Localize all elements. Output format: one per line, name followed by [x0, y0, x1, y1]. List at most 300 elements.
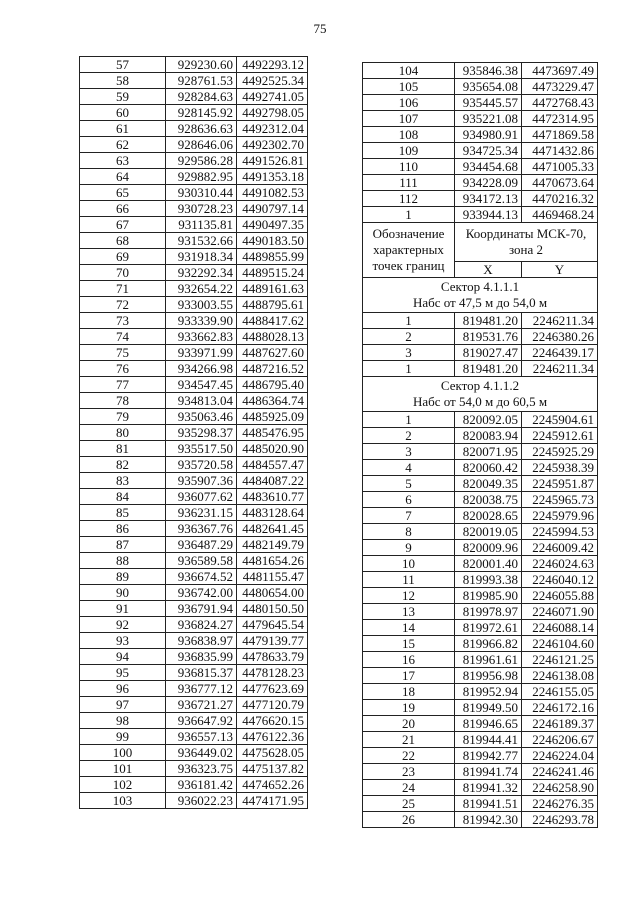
coord-y: 2246088.14	[522, 620, 598, 636]
coord-y: 4490497.35	[237, 217, 308, 233]
point-number: 19	[363, 700, 455, 716]
coord-y: 2246206.67	[522, 732, 598, 748]
coord-y: 4483610.77	[237, 489, 308, 505]
table-row	[363, 476, 598, 492]
table-row	[363, 508, 598, 524]
point-number: 111	[363, 175, 455, 191]
point-number: 11	[363, 572, 455, 588]
point-label-header: Обозначение характерных точек границ	[363, 223, 455, 278]
coord-x: 936674.52	[166, 569, 237, 585]
coord-x: 819985.90	[455, 588, 522, 604]
coord-y: 4489855.99	[237, 249, 308, 265]
point-number: 1	[363, 361, 455, 377]
table-row	[80, 233, 308, 249]
coord-x: 928761.53	[166, 73, 237, 89]
coord-x: 820019.05	[455, 524, 522, 540]
coord-x: 819966.82	[455, 636, 522, 652]
table-row	[363, 412, 598, 428]
coord-x: 934547.45	[166, 377, 237, 393]
table-row	[80, 633, 308, 649]
coord-x: 820049.35	[455, 476, 522, 492]
sector1-height: Набс от 47,5 м до 54,0 м	[412, 295, 548, 310]
coord-x: 820001.40	[455, 556, 522, 572]
table-row	[80, 153, 308, 169]
coord-y: 4471869.58	[522, 127, 598, 143]
table-row	[363, 143, 598, 159]
table-row	[80, 89, 308, 105]
coord-x: 933944.13	[455, 207, 522, 223]
table-row	[80, 329, 308, 345]
coord-x: 934813.04	[166, 393, 237, 409]
table-row	[80, 313, 308, 329]
coord-x: 935517.50	[166, 441, 237, 457]
coord-x: 928646.06	[166, 137, 237, 153]
coord-x: 929230.60	[166, 57, 237, 73]
point-number: 22	[363, 748, 455, 764]
coord-y: 4479645.54	[237, 617, 308, 633]
coord-x: 819993.38	[455, 572, 522, 588]
table-row	[363, 79, 598, 95]
coord-x: 929882.95	[166, 169, 237, 185]
point-number: 109	[363, 143, 455, 159]
point-number: 103	[80, 793, 166, 809]
table-row	[363, 684, 598, 700]
y-header: Y	[522, 262, 598, 278]
coord-x: 936022.23	[166, 793, 237, 809]
coord-y: 4491353.18	[237, 169, 308, 185]
table-row	[80, 729, 308, 745]
table-row	[80, 505, 308, 521]
point-number: 2	[363, 329, 455, 345]
point-number: 86	[80, 521, 166, 537]
table-row	[80, 681, 308, 697]
sector2-name: Сектор 4.1.1.2	[440, 378, 520, 393]
table-row	[80, 553, 308, 569]
coord-y: 4492302.70	[237, 137, 308, 153]
table-row	[363, 604, 598, 620]
coord-x: 936721.27	[166, 697, 237, 713]
coord-x: 935221.08	[455, 111, 522, 127]
table-row	[363, 63, 598, 79]
coord-y: 4471005.33	[522, 159, 598, 175]
table-row	[363, 175, 598, 191]
coord-x: 820071.95	[455, 444, 522, 460]
point-number: 23	[363, 764, 455, 780]
coord-y: 2246024.63	[522, 556, 598, 572]
table-row	[80, 105, 308, 121]
table-row	[80, 121, 308, 137]
point-number: 76	[80, 361, 166, 377]
table-row	[80, 361, 308, 377]
point-number: 8	[363, 524, 455, 540]
point-number: 100	[80, 745, 166, 761]
coord-x: 934454.68	[455, 159, 522, 175]
table-row	[80, 649, 308, 665]
table-row	[80, 665, 308, 681]
table-row	[363, 524, 598, 540]
point-number: 83	[80, 473, 166, 489]
coord-x: 936824.27	[166, 617, 237, 633]
point-number: 112	[363, 191, 455, 207]
table-row	[363, 620, 598, 636]
coord-y: 4487216.52	[237, 361, 308, 377]
coord-x: 935654.08	[455, 79, 522, 95]
table-row	[80, 713, 308, 729]
table-row	[363, 812, 598, 828]
point-number: 82	[80, 457, 166, 473]
table-row	[80, 281, 308, 297]
point-number: 17	[363, 668, 455, 684]
coord-y: 4490797.14	[237, 201, 308, 217]
coord-x: 819481.20	[455, 313, 522, 329]
point-number: 60	[80, 105, 166, 121]
point-number: 89	[80, 569, 166, 585]
table-row	[80, 601, 308, 617]
point-number: 61	[80, 121, 166, 137]
point-number: 16	[363, 652, 455, 668]
point-number: 65	[80, 185, 166, 201]
coord-y: 2246439.17	[522, 345, 598, 361]
point-number: 90	[80, 585, 166, 601]
coord-y: 4481155.47	[237, 569, 308, 585]
point-number: 78	[80, 393, 166, 409]
point-number: 94	[80, 649, 166, 665]
point-number: 85	[80, 505, 166, 521]
point-number: 25	[363, 796, 455, 812]
coord-y: 4473697.49	[522, 63, 598, 79]
coord-y: 4485020.90	[237, 441, 308, 457]
table-row	[363, 95, 598, 111]
point-number: 70	[80, 265, 166, 281]
table-row	[80, 537, 308, 553]
point-number: 98	[80, 713, 166, 729]
coord-y: 2246172.16	[522, 700, 598, 716]
coord-y: 2246055.88	[522, 588, 598, 604]
point-number: 96	[80, 681, 166, 697]
point-number: 75	[80, 345, 166, 361]
coord-x: 928145.92	[166, 105, 237, 121]
coord-y: 2245979.96	[522, 508, 598, 524]
coord-y: 4488028.13	[237, 329, 308, 345]
coord-x: 936323.75	[166, 761, 237, 777]
coord-y: 2246009.42	[522, 540, 598, 556]
coord-y: 2246258.90	[522, 780, 598, 796]
coord-x: 934172.13	[455, 191, 522, 207]
coord-y: 4484087.22	[237, 473, 308, 489]
point-number: 95	[80, 665, 166, 681]
point-number: 2	[363, 428, 455, 444]
coord-y: 4486795.40	[237, 377, 308, 393]
coord-y: 4489161.63	[237, 281, 308, 297]
table-row	[363, 572, 598, 588]
table-row	[80, 393, 308, 409]
table-row	[363, 159, 598, 175]
table-row	[363, 796, 598, 812]
table-row	[363, 191, 598, 207]
coord-x: 936647.92	[166, 713, 237, 729]
point-number: 97	[80, 697, 166, 713]
point-number: 87	[80, 537, 166, 553]
coord-x: 934980.91	[455, 127, 522, 143]
coord-y: 4477623.69	[237, 681, 308, 697]
coord-x: 819952.94	[455, 684, 522, 700]
table-row	[363, 732, 598, 748]
table-row	[363, 540, 598, 556]
coord-x: 819949.50	[455, 700, 522, 716]
coord-y: 2245951.87	[522, 476, 598, 492]
point-number: 24	[363, 780, 455, 796]
coord-x: 936838.97	[166, 633, 237, 649]
coord-x: 936367.76	[166, 521, 237, 537]
table-row	[363, 127, 598, 143]
coord-y: 2246211.34	[522, 313, 598, 329]
table-row	[363, 716, 598, 732]
coord-y: 2246224.04	[522, 748, 598, 764]
coord-y: 2246104.60	[522, 636, 598, 652]
point-number: 4	[363, 460, 455, 476]
coord-x: 933971.99	[166, 345, 237, 361]
coord-x: 820028.65	[455, 508, 522, 524]
coord-x: 819481.20	[455, 361, 522, 377]
coord-x: 935846.38	[455, 63, 522, 79]
coord-y: 4492293.12	[237, 57, 308, 73]
point-number: 67	[80, 217, 166, 233]
coord-x: 932292.34	[166, 265, 237, 281]
coord-x: 928636.63	[166, 121, 237, 137]
table-row	[80, 585, 308, 601]
point-number: 62	[80, 137, 166, 153]
table-row	[363, 329, 598, 345]
table-row	[80, 345, 308, 361]
coord-y: 4472768.43	[522, 95, 598, 111]
point-number: 1	[363, 207, 455, 223]
coord-y: 4470216.32	[522, 191, 598, 207]
coord-y: 2246293.78	[522, 812, 598, 828]
table-row	[363, 444, 598, 460]
coord-y: 2245912.61	[522, 428, 598, 444]
coord-y: 4490183.50	[237, 233, 308, 249]
coord-y: 4492798.05	[237, 105, 308, 121]
coord-y: 4471432.86	[522, 143, 598, 159]
point-number: 68	[80, 233, 166, 249]
coord-y: 2246211.34	[522, 361, 598, 377]
table-row	[80, 73, 308, 89]
coord-x: 936449.02	[166, 745, 237, 761]
table-row	[363, 428, 598, 444]
coord-x: 936487.29	[166, 537, 237, 553]
coord-y: 4477120.79	[237, 697, 308, 713]
table-row	[80, 777, 308, 793]
coord-x: 931532.66	[166, 233, 237, 249]
coord-y: 4469468.24	[522, 207, 598, 223]
table-row	[80, 521, 308, 537]
coord-x: 820038.75	[455, 492, 522, 508]
coord-y: 4476620.15	[237, 713, 308, 729]
point-number: 18	[363, 684, 455, 700]
table-row	[80, 57, 308, 73]
coord-y: 2246121.25	[522, 652, 598, 668]
coordinates-header: Координаты МСК-70, зона 2	[455, 223, 598, 262]
coord-y: 2246241.46	[522, 764, 598, 780]
point-number: 58	[80, 73, 166, 89]
sector1-title	[363, 278, 598, 313]
table-row	[363, 764, 598, 780]
right-coordinates-table	[362, 62, 598, 828]
coord-x: 936589.58	[166, 553, 237, 569]
point-number: 72	[80, 297, 166, 313]
point-number: 102	[80, 777, 166, 793]
coord-x: 936557.13	[166, 729, 237, 745]
table-row	[363, 652, 598, 668]
point-number: 1	[363, 313, 455, 329]
point-number: 107	[363, 111, 455, 127]
table-row	[80, 249, 308, 265]
point-number: 91	[80, 601, 166, 617]
coord-y: 2246380.26	[522, 329, 598, 345]
coord-y: 4475137.82	[237, 761, 308, 777]
coord-y: 4485476.95	[237, 425, 308, 441]
coord-x: 819961.61	[455, 652, 522, 668]
coord-y: 4491526.81	[237, 153, 308, 169]
point-number: 105	[363, 79, 455, 95]
point-number: 88	[80, 553, 166, 569]
table-row	[80, 137, 308, 153]
coord-x: 936742.00	[166, 585, 237, 601]
table-row	[80, 489, 308, 505]
coord-y: 4478128.23	[237, 665, 308, 681]
coord-y: 4473229.47	[522, 79, 598, 95]
coord-x: 936777.12	[166, 681, 237, 697]
table-row	[363, 636, 598, 652]
point-number: 79	[80, 409, 166, 425]
coord-y: 4472314.95	[522, 111, 598, 127]
coord-x: 819978.97	[455, 604, 522, 620]
table-row	[80, 265, 308, 281]
table-row	[80, 457, 308, 473]
point-number: 21	[363, 732, 455, 748]
table-row	[363, 780, 598, 796]
coord-y: 4492312.04	[237, 121, 308, 137]
coord-x: 819956.98	[455, 668, 522, 684]
point-number: 99	[80, 729, 166, 745]
coord-x: 819027.47	[455, 345, 522, 361]
coord-y: 4484557.47	[237, 457, 308, 473]
point-number: 59	[80, 89, 166, 105]
coord-y: 4486364.74	[237, 393, 308, 409]
table-row	[80, 201, 308, 217]
point-number: 13	[363, 604, 455, 620]
table-row	[363, 313, 598, 329]
table-row	[80, 409, 308, 425]
coord-y: 4474652.26	[237, 777, 308, 793]
table-row	[80, 185, 308, 201]
point-number: 81	[80, 441, 166, 457]
point-number: 71	[80, 281, 166, 297]
coord-x: 936815.37	[166, 665, 237, 681]
coord-x: 936835.99	[166, 649, 237, 665]
coord-y: 2245904.61	[522, 412, 598, 428]
coord-x: 936181.42	[166, 777, 237, 793]
coord-x: 820060.42	[455, 460, 522, 476]
coord-x: 935907.36	[166, 473, 237, 489]
coord-y: 4480654.00	[237, 585, 308, 601]
coord-y: 4488795.61	[237, 297, 308, 313]
table-row	[363, 361, 598, 377]
coord-y: 4485925.09	[237, 409, 308, 425]
coord-y: 4492741.05	[237, 89, 308, 105]
coord-x: 935445.57	[455, 95, 522, 111]
coord-x: 819942.77	[455, 748, 522, 764]
coord-y: 4482149.79	[237, 537, 308, 553]
coord-y: 4491082.53	[237, 185, 308, 201]
coord-x: 935298.37	[166, 425, 237, 441]
coord-y: 2245965.73	[522, 492, 598, 508]
coord-x: 936791.94	[166, 601, 237, 617]
sector2-title	[363, 377, 598, 412]
coord-y: 4478633.79	[237, 649, 308, 665]
point-number: 1	[363, 412, 455, 428]
coord-y: 2245994.53	[522, 524, 598, 540]
coord-x: 933003.55	[166, 297, 237, 313]
coord-x: 934725.34	[455, 143, 522, 159]
coord-y: 4480150.50	[237, 601, 308, 617]
point-number: 110	[363, 159, 455, 175]
table-row	[363, 700, 598, 716]
coord-x: 935720.58	[166, 457, 237, 473]
point-number: 15	[363, 636, 455, 652]
x-header: X	[455, 262, 522, 278]
point-number: 3	[363, 444, 455, 460]
coord-y: 4489515.24	[237, 265, 308, 281]
coord-y: 4481654.26	[237, 553, 308, 569]
table-row	[80, 441, 308, 457]
coord-y: 4476122.36	[237, 729, 308, 745]
coord-x: 928284.63	[166, 89, 237, 105]
table-row	[80, 217, 308, 233]
coord-y: 4487627.60	[237, 345, 308, 361]
coord-x: 820092.05	[455, 412, 522, 428]
coord-x: 931135.81	[166, 217, 237, 233]
coord-x: 932654.22	[166, 281, 237, 297]
coord-x: 930310.44	[166, 185, 237, 201]
point-number: 84	[80, 489, 166, 505]
table-row	[80, 297, 308, 313]
table-row	[80, 569, 308, 585]
coord-y: 2246155.05	[522, 684, 598, 700]
point-number: 74	[80, 329, 166, 345]
point-number: 14	[363, 620, 455, 636]
point-number: 101	[80, 761, 166, 777]
point-number: 5	[363, 476, 455, 492]
point-number: 3	[363, 345, 455, 361]
point-number: 80	[80, 425, 166, 441]
coord-x: 933339.90	[166, 313, 237, 329]
point-number: 104	[363, 63, 455, 79]
coord-x: 929586.28	[166, 153, 237, 169]
point-number: 20	[363, 716, 455, 732]
coord-y: 4483128.64	[237, 505, 308, 521]
point-number: 12	[363, 588, 455, 604]
sector-title-row	[363, 377, 598, 412]
table-row	[80, 761, 308, 777]
coord-x: 930728.23	[166, 201, 237, 217]
coord-y: 4479139.77	[237, 633, 308, 649]
table-row	[363, 111, 598, 127]
coord-y: 2245925.29	[522, 444, 598, 460]
coord-x: 819942.30	[455, 812, 522, 828]
point-number: 73	[80, 313, 166, 329]
left-coordinates-table	[79, 56, 308, 809]
